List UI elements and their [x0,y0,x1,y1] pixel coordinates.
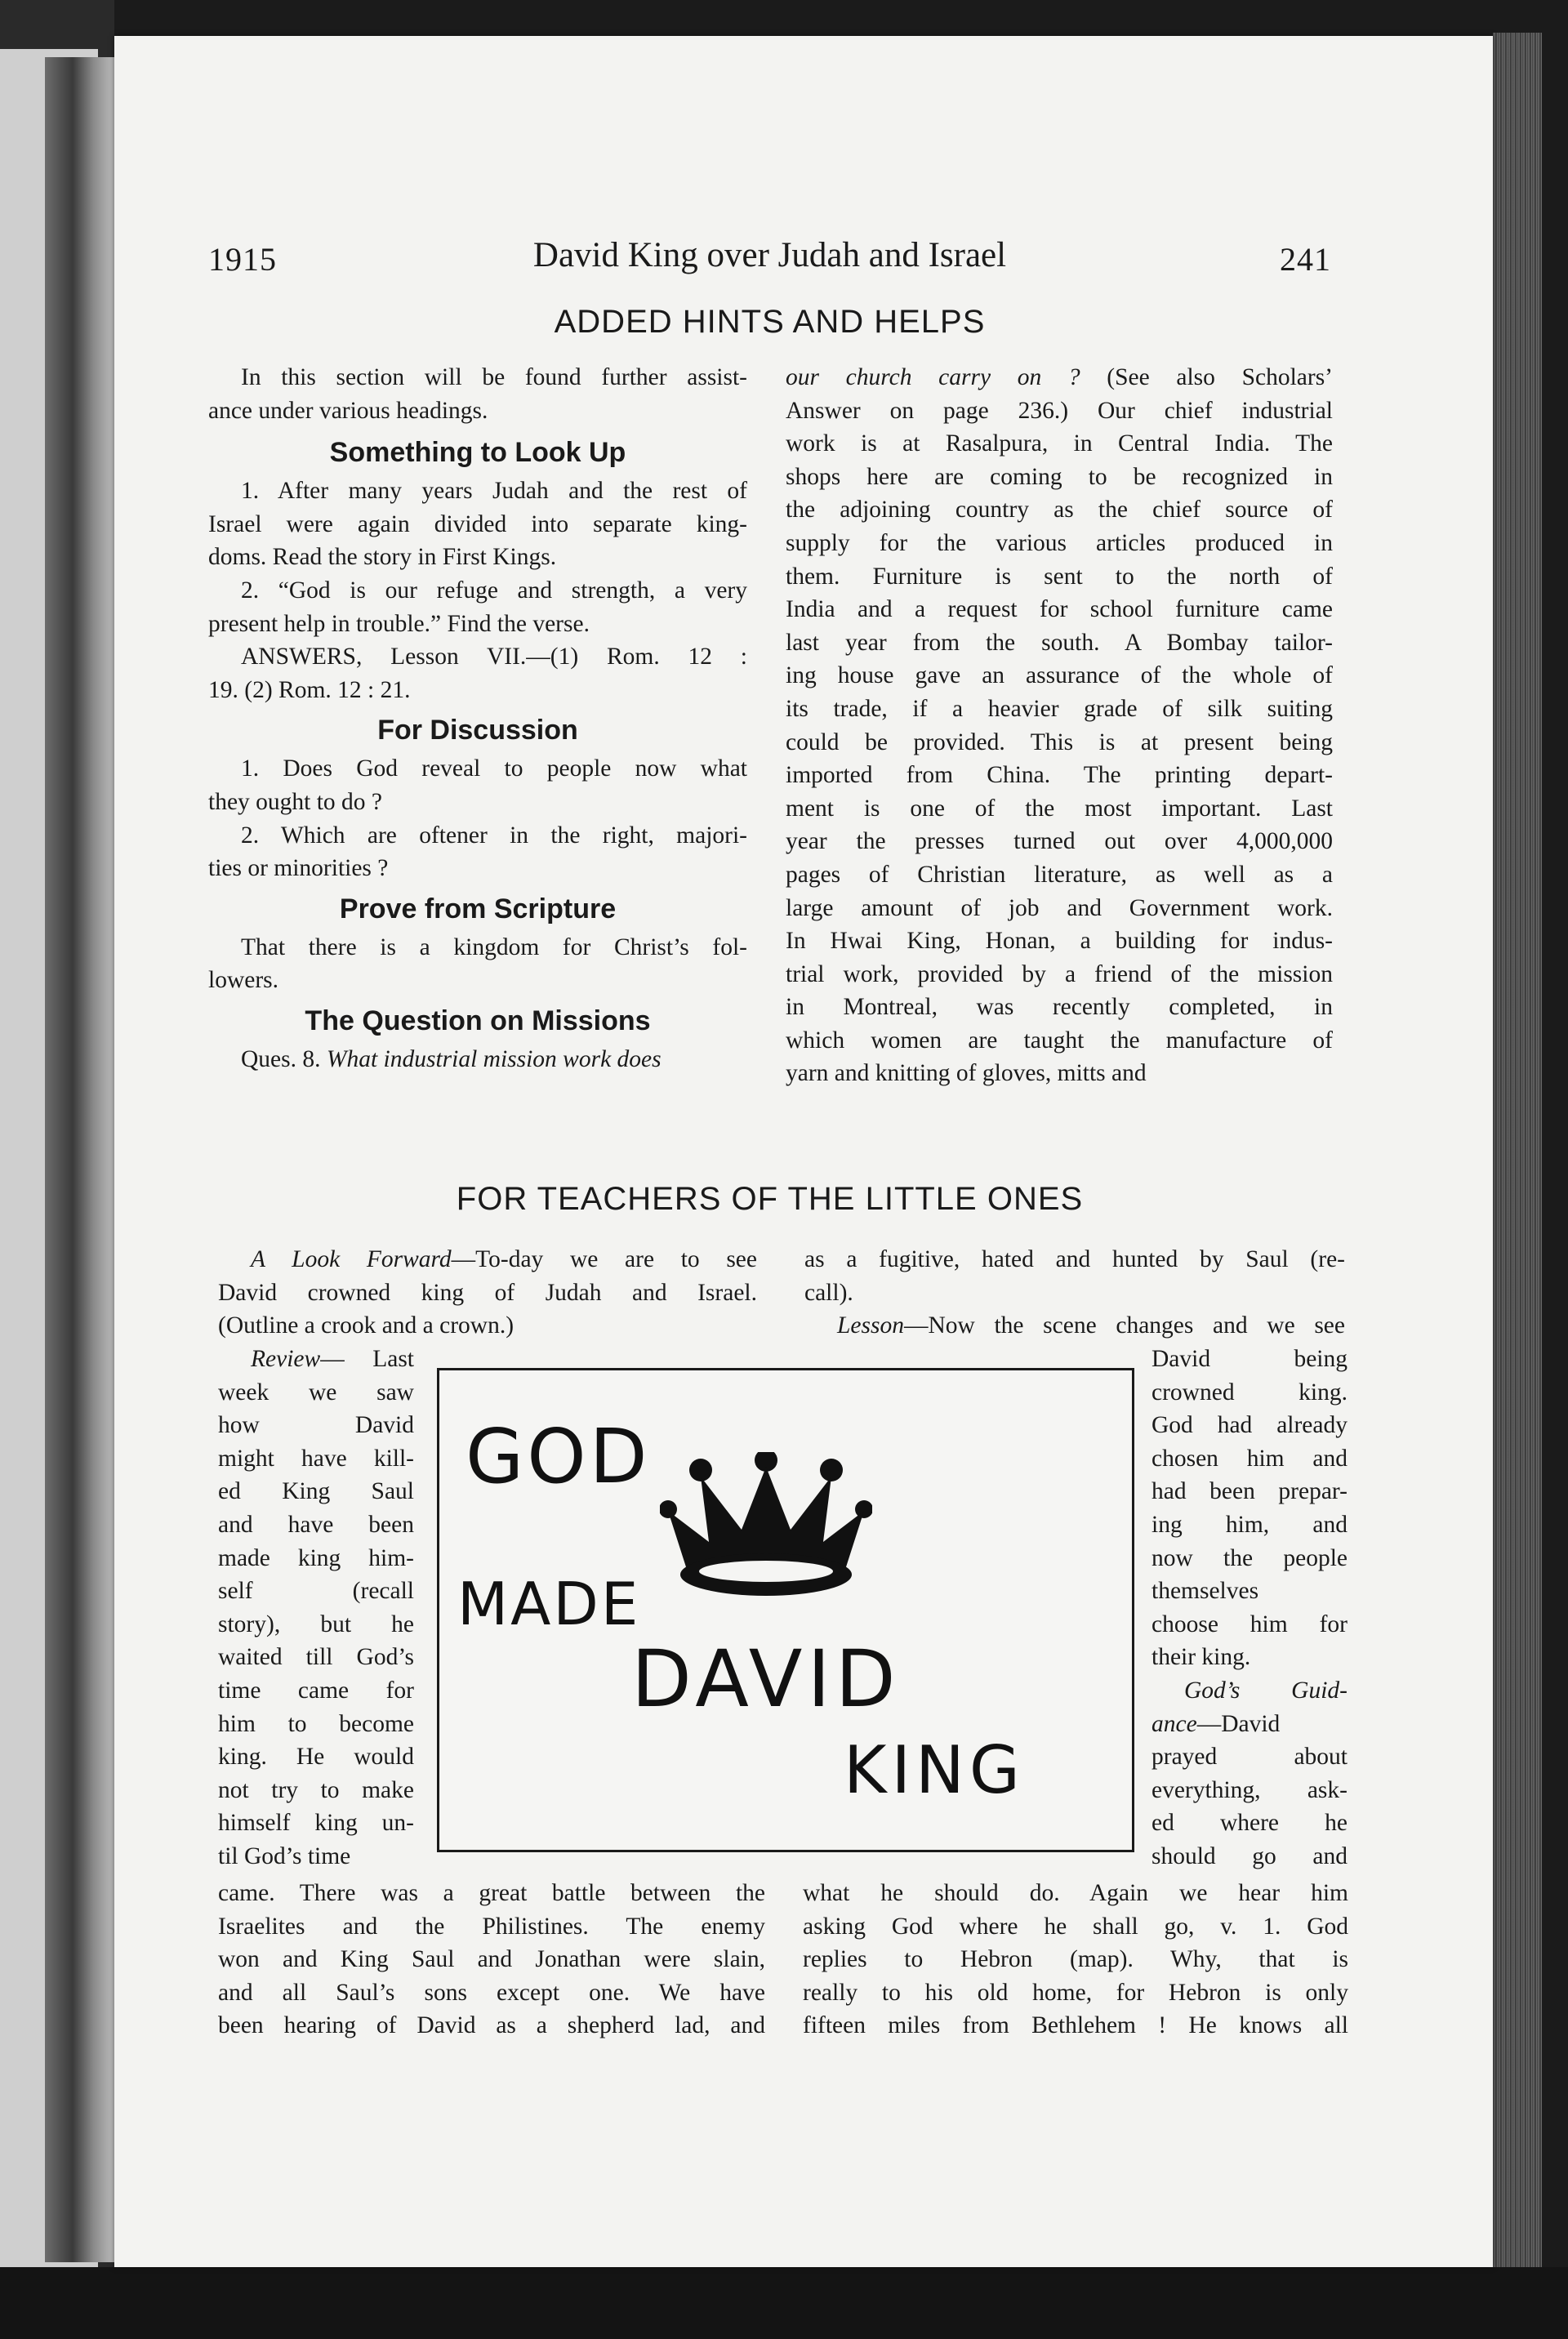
text-line: asking God where he shall go, v. 1. God [803,1913,1348,1940]
background-bottom [0,2267,1568,2339]
intro-line: ance under various headings. [208,397,488,424]
text-line [218,1343,414,1376]
text-line [804,1309,1345,1343]
little-ones-right-top [804,1243,1345,1343]
text-line: prayed about [1152,1744,1348,1771]
text-line: how David [218,1412,414,1439]
text-line: their king. [1152,1644,1251,1671]
question-line [208,1043,747,1076]
text-line: ing him, and [1152,1511,1348,1538]
text-line: That there is a kingdom for Christ’s fol- [241,933,747,960]
text-line: which women are taught the manufacture of [786,1027,1333,1054]
text-line: pages of Christian literature, as well as a [786,861,1333,888]
text-line: lowers. [208,967,279,994]
text-line: him to become [218,1710,414,1737]
text-line: David being [1152,1346,1348,1372]
heading-look-up: Something to Look Up [329,437,626,469]
text-line: and have been [218,1511,414,1538]
text-line: himself king un- [218,1810,414,1837]
illustration-word-made: MADE [457,1570,641,1638]
section-title-hints: ADDED HINTS AND HELPS [554,304,986,340]
little-ones-left-bottom [218,1877,765,2043]
text-segment: — Last [320,1346,414,1372]
text-line: really to his old home, for Hebron is only [803,1979,1348,2006]
text-line: made king him- [218,1544,414,1571]
text-line: its trade, if a heavier grade of silk suiting [786,695,1333,722]
text-line: Answer on page 236.) Our chief industrial [786,397,1333,424]
text-line: In Hwai King, Honan, a building for indus- [786,928,1333,955]
text-line: India and a request for school furniture came [786,596,1333,623]
text-line [1152,1708,1348,1741]
text-line: won and King Saul and Jonathan were slain, [218,1946,765,1973]
text-line: doms. Read the story in First Kings. [208,544,557,571]
text-line: everything, ask- [1152,1776,1348,1803]
text-segment: —David [1196,1710,1281,1737]
text-line: should go and [1152,1842,1348,1869]
text-line: ment is one of the most important. Last [786,795,1333,822]
text-line: been hearing of David as a shepherd lad, and [218,2012,765,2039]
text-line: 1. After many years Judah and the rest of [241,478,747,505]
little-ones-right-bottom [803,1877,1348,2043]
guidance-label: God’s Guid- [1184,1677,1348,1704]
text-line: ing house gave an assurance of the whole of [786,662,1333,689]
text-line: now the people [1152,1544,1348,1571]
heading-scripture: Prove from Scripture [339,893,617,924]
text-line: might have kill- [218,1445,414,1472]
review-label: Review [251,1346,321,1372]
text-line: call). [804,1279,853,1306]
hints-right-column [786,361,1333,1090]
text-line: time came for [218,1677,414,1704]
text-line: story), but he [218,1611,414,1637]
text-line: the adjoining country as the chief source of [786,497,1333,523]
text-line: ed where he [1152,1810,1348,1837]
text-line: 19. (2) Rom. 12 : 21. [208,676,411,703]
right-narrow-column [1152,1343,1348,1873]
text-line: king. He would [218,1744,414,1771]
illustration-word-god: GOD [466,1413,651,1500]
text-line: them. Furniture is sent to the north of [786,563,1333,590]
text-line: ANSWERS, Lesson VII.—(1) Rom. 12 : [241,644,747,671]
text-line: had been prepar- [1152,1478,1348,1505]
heading-discussion: For Discussion [377,715,578,746]
text-line: 1. Does God reveal to people now what [241,755,747,782]
text-line: replies to Hebron (map). Why, that is [803,1946,1348,1973]
text-line: choose him for [1152,1611,1348,1637]
text-line: could be provided. This is at present being [786,728,1333,755]
review-column [218,1343,414,1873]
text-line: crowned king. [1152,1379,1348,1406]
text-line: ties or minorities ? [208,855,389,882]
text-line: present help in trouble.” Find the verse. [208,610,590,637]
text-line: last year from the south. A Bombay tailor- [786,629,1333,656]
text-line: til God’s time [218,1842,351,1869]
year: 1915 [208,241,277,278]
page-edges [1493,33,1542,2270]
text-line: Israel were again divided into separate king- [208,510,747,537]
text-segment: (See also Scholars’ [1080,364,1334,390]
hints-left-column [208,361,747,1076]
text-line: 2. Which are oftener in the right, majori- [241,822,747,849]
text-line: yarn and knitting of gloves, mitts and [786,1060,1147,1087]
question-continued: our church carry on ? [786,364,1080,390]
text-line: year the presses turned out over 4,000,000 [786,828,1333,855]
book-spine [45,57,114,2262]
text-line: supply for the various articles produced in [786,529,1333,556]
text-line: large amount of job and Government work. [786,894,1333,921]
running-head [208,235,1331,284]
section-title-little-ones: FOR TEACHERS OF THE LITTLE ONES [456,1181,1084,1217]
guidance-label-cont: ance [1152,1710,1197,1737]
text-line: in Montreal, was recently completed, in [786,994,1333,1021]
intro-line: In this section will be found further assist- [241,364,747,390]
page-number: 241 [1280,241,1331,278]
heading-missions: The Question on Missions [305,1005,651,1036]
little-ones-left-top [218,1243,757,1343]
text-line [1152,1674,1348,1708]
text-line: they ought to do ? [208,788,383,815]
illustration-word-king: KING [844,1732,1025,1808]
lesson-label: Lesson [837,1312,904,1339]
text-line: God had already [1152,1412,1348,1439]
text-line: what he should do. Again we hear him [803,1880,1348,1906]
text-segment: —Now the scene changes and we see [903,1312,1345,1339]
question-text: What industrial mission work does [326,1045,662,1072]
text-line: imported from China. The printing depart- [786,762,1333,789]
blackboard-illustration [437,1368,1134,1852]
text-line: (Outline a crook and a crown.) [218,1312,514,1339]
text-line: and all Saul’s sons except one. We have [218,1979,765,2006]
text-line: trial work, provided by a friend of the mission [786,960,1333,987]
text-line: David crowned king of Judah and Israel. [218,1279,757,1306]
crown-icon [660,1452,872,1599]
text-line: chosen him and [1152,1445,1348,1472]
text-line: came. There was a great battle between the [218,1880,765,1906]
text-line: as a fugitive, hated and hunted by Saul (re- [804,1246,1345,1272]
illustration-word-david: DAVID [631,1633,901,1725]
text-line: not try to make [218,1776,414,1803]
text-line: ed King Saul [218,1478,414,1505]
text-line: Israelites and the Philistines. The enemy [218,1913,765,1940]
text-line: 2. “God is our refuge and strength, a very [241,577,747,604]
text-line: self (recall [218,1578,414,1605]
text-line: shops here are coming to be recognized in [786,463,1333,490]
question-label: Ques. 8. [241,1045,321,1072]
text-line: themselves [1152,1578,1259,1605]
look-forward-label: A Look Forward [251,1246,452,1272]
text-line: week we saw [218,1379,414,1406]
text-segment: —To-day we are to see [451,1246,757,1272]
text-line [786,361,1333,394]
text-line: waited till God’s [218,1644,414,1671]
page-title: David King over Judah and Israel [532,236,1007,274]
text-line: fifteen miles from Bethlehem ! He knows all [803,2012,1348,2039]
text-line: work is at Rasalpura, in Central India. The [786,430,1333,457]
text-line [218,1243,757,1276]
